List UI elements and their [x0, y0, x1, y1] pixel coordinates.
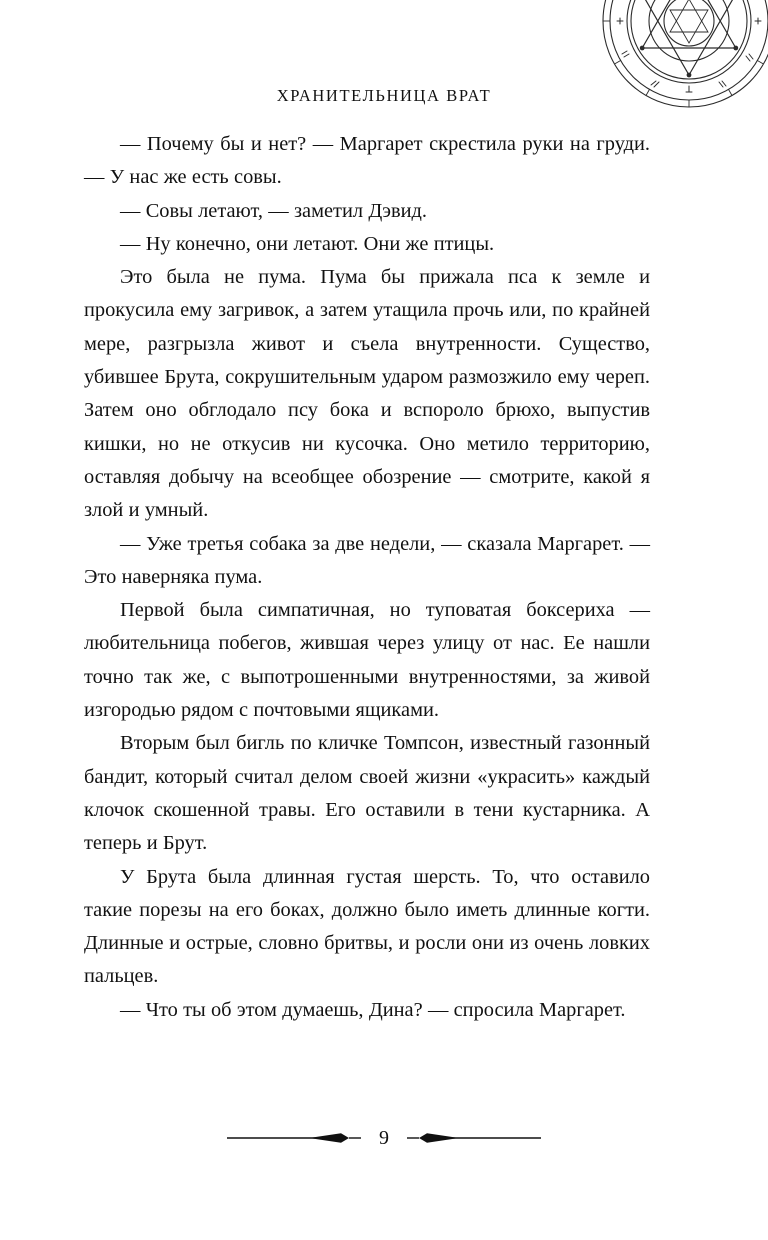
paragraph: — Ну конечно, они летают. Они же птицы. [120, 232, 495, 255]
paragraph: Первой была симпатичная, но туповатая боксериха — любительница побегов, жившая через улицу от нас. Ее нашли точно так же, с выпотрошенными внутренностями, за живой изгородью рядом с почтовыми ящиками. [84, 599, 650, 722]
running-head: ХРАНИТЕЛЬНИЦА ВРАТ [276, 86, 492, 105]
page-footer [0, 1128, 768, 1148]
paragraph: — Совы летают, — заметил Дэвид. [120, 199, 427, 222]
paragraph: У Брута была длинная густая шерсть. То, что оставило такие порезы на его боках, должно было иметь длинные когти. Длинные и острые, словно бритвы, и росли они из очень ловких пальцев. [84, 865, 650, 988]
paragraph: — Почему бы и нет? — Маргарет скрестила руки на груди. — У нас же есть совы. [84, 133, 650, 189]
paragraph: — Что ты об этом думаешь, Дина? — спросила Маргарет. [120, 998, 626, 1021]
ornament-rule-left-icon [225, 1132, 361, 1144]
body-text [84, 128, 650, 1027]
page-number: 9 [379, 1127, 389, 1149]
ornament-rule-right-icon [407, 1132, 543, 1144]
paragraph: Это была не пума. Пума бы прижала пса к земле и прокусила ему загривок, а затем утащила прочь или, по крайней мере, разгрызла живот и съела внутренности. Существо, убившее Брута, сокрушительным ударом размозжило ему череп. Затем оно обглодало псу бока и вспороло брюхо, выпустив кишки, но не откусив ни кусочка. Оно метило территорию, оставляя добычу на всеобщее обозрение — смотрите, какой я злой и умный. [84, 266, 650, 522]
paragraph: Вторым был бигль по кличке Томпсон, известный газонный бандит, который считал делом своей жизни «украсить» каждый клочок скошенной травы. Его оставили в тени кустарника. А теперь и Брут. [84, 732, 650, 855]
paragraph: — Уже третья собака за две недели, — сказала Маргарет. — Это наверняка пума. [84, 532, 650, 588]
